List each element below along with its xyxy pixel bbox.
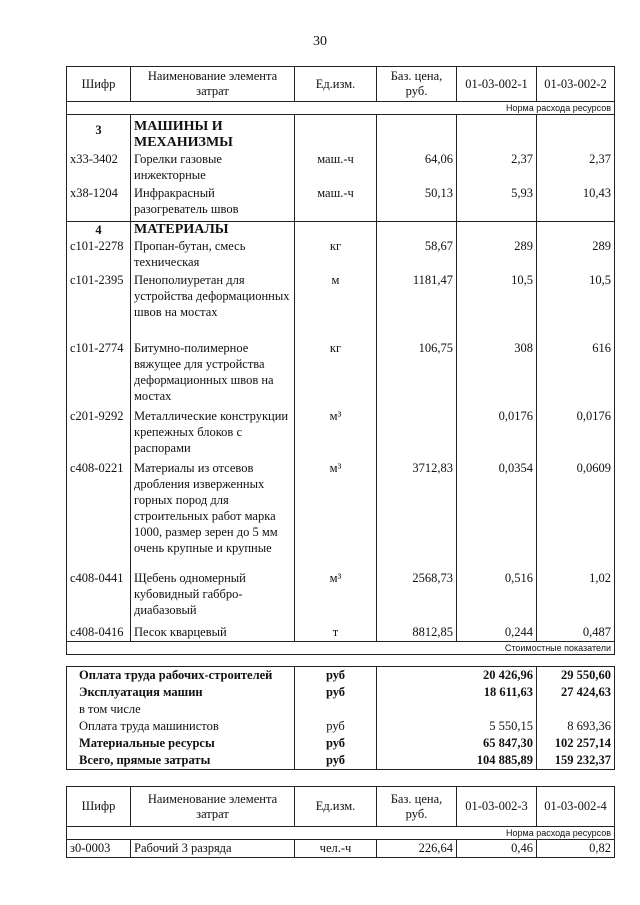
norm-row: [67, 827, 615, 840]
header-price: Баз. цена, руб.: [377, 787, 457, 827]
cost-label: Стоимостные показатели: [67, 642, 615, 655]
row-unit: т: [295, 624, 377, 642]
header-unit: Ед.изм.: [295, 67, 377, 102]
norm-label: Норма расхода ресурсов: [67, 102, 615, 115]
summary-label: Всего, прямые затраты: [67, 752, 295, 770]
row-code: с101-2278: [67, 238, 131, 272]
row-name: Рабочий 3 разряда: [131, 840, 295, 858]
table-row: [67, 151, 615, 185]
summary-label: Эксплуатация машин: [67, 684, 295, 701]
row-code: с101-2774: [67, 340, 131, 408]
row-code: с201-9292: [67, 408, 131, 460]
row-value-1: 0,516: [457, 570, 537, 624]
table-row: [67, 570, 615, 624]
row-price: 58,67: [377, 238, 457, 272]
row-code: с408-0441: [67, 570, 131, 624]
table-row: [67, 460, 615, 570]
row-value-1: 308: [457, 340, 537, 408]
row-price: 50,13: [377, 185, 457, 221]
header-code: Шифр: [67, 787, 131, 827]
summary-value-1: 104 885,89: [377, 752, 537, 770]
header-unit: Ед.изм.: [295, 787, 377, 827]
row-unit: кг: [295, 238, 377, 272]
section-row-materials: [67, 221, 615, 238]
row-name: Горелки газовые инжекторные: [131, 151, 295, 185]
row-value-2: 10,43: [537, 185, 615, 221]
summary-unit: руб: [295, 735, 377, 752]
row-code: с408-0221: [67, 460, 131, 570]
row-name: Песок кварцевый: [131, 624, 295, 642]
row-name: Пенополиуретан для устройства деформационных швов на мостах: [131, 272, 295, 340]
row-unit: м³: [295, 460, 377, 570]
row-unit: маш.-ч: [295, 151, 377, 185]
summary-unit: руб: [295, 718, 377, 735]
row-value-2: 1,02: [537, 570, 615, 624]
row-value-2: 10,5: [537, 272, 615, 340]
row-value-1: 5,93: [457, 185, 537, 221]
row-value-2: 0,0176: [537, 408, 615, 460]
summary-row: [67, 667, 615, 685]
header-col1: 01-03-002-3: [457, 787, 537, 827]
row-value-2: 289: [537, 238, 615, 272]
row-value-2: 0,0609: [537, 460, 615, 570]
table-header-row: [67, 67, 615, 102]
table-row: [67, 272, 615, 340]
section-title: МАШИНЫ И МЕХАНИЗМЫ: [131, 115, 295, 152]
summary-value-1: 18 611,63: [377, 684, 537, 701]
table-row: [67, 238, 615, 272]
row-value-2: 0,82: [537, 840, 615, 858]
header-col1: 01-03-002-1: [457, 67, 537, 102]
summary-label: Оплата труда рабочих-строителей: [67, 667, 295, 685]
summary-row: [67, 684, 615, 701]
row-price: 3712,83: [377, 460, 457, 570]
summary-unit: руб: [295, 684, 377, 701]
row-price: 8812,85: [377, 624, 457, 642]
row-price: 64,06: [377, 151, 457, 185]
summary-row: [67, 718, 615, 735]
summary-label: Материальные ресурсы: [67, 735, 295, 752]
summary-value-2: 27 424,63: [537, 684, 615, 701]
cost-summary-table: [66, 666, 615, 770]
resource-table: [66, 66, 615, 655]
row-code: з0-0003: [67, 840, 131, 858]
cost-indicators-row: [67, 642, 615, 655]
row-value-1: 0,0354: [457, 460, 537, 570]
summary-value-1: 65 847,30: [377, 735, 537, 752]
summary-value-1: [377, 701, 537, 718]
table-row: [67, 185, 615, 221]
row-unit: маш.-ч: [295, 185, 377, 221]
table-header-row: [67, 787, 615, 827]
summary-value-2: [537, 701, 615, 718]
row-unit: м³: [295, 408, 377, 460]
row-name: Битумно-полимерное вяжущее для устройства деформационных швов на мостах: [131, 340, 295, 408]
resource-table-2: [66, 786, 615, 858]
row-value-2: 2,37: [537, 151, 615, 185]
row-name: Пропан-бутан, смесь техническая: [131, 238, 295, 272]
table-row: [67, 840, 615, 858]
row-unit: м: [295, 272, 377, 340]
row-value-1: 2,37: [457, 151, 537, 185]
row-code: х33-3402: [67, 151, 131, 185]
summary-value-2: 102 257,14: [537, 735, 615, 752]
summary-value-2: 8 693,36: [537, 718, 615, 735]
summary-label: в том числе: [67, 701, 295, 718]
header-price: Баз. цена, руб.: [377, 67, 457, 102]
summary-label: Оплата труда машинистов: [67, 718, 295, 735]
row-price: [377, 408, 457, 460]
header-name: Наименование элемента затрат: [131, 67, 295, 102]
section-row-machines: [67, 115, 615, 152]
row-unit: м³: [295, 570, 377, 624]
section-number: 3: [67, 115, 131, 152]
row-unit: чел.-ч: [295, 840, 377, 858]
row-price: 1181,47: [377, 272, 457, 340]
page-number: 30: [313, 34, 327, 49]
row-value-1: 0,244: [457, 624, 537, 642]
row-name: Инфракрасный разогреватель швов: [131, 185, 295, 221]
table-row: [67, 408, 615, 460]
summary-row: [67, 752, 615, 770]
row-name: Щебень одномерный кубовидный габбро-диабазовый: [131, 570, 295, 624]
summary-row: [67, 701, 615, 718]
summary-row: [67, 735, 615, 752]
row-code: с101-2395: [67, 272, 131, 340]
row-name: Материалы из отсевов дробления изверженных горных пород для строительных работ марка 1000, размер зерен до 5 мм очень крупные и крупные: [131, 460, 295, 570]
header-code: Шифр: [67, 67, 131, 102]
row-code: х38-1204: [67, 185, 131, 221]
norm-row: [67, 102, 615, 115]
section-number: 4: [67, 221, 131, 238]
summary-value-1: 20 426,96: [377, 667, 537, 685]
table-row: [67, 340, 615, 408]
row-price: 2568,73: [377, 570, 457, 624]
summary-value-2: 159 232,37: [537, 752, 615, 770]
row-value-1: 0,46: [457, 840, 537, 858]
row-unit: кг: [295, 340, 377, 408]
row-price: 106,75: [377, 340, 457, 408]
norm-label: Норма расхода ресурсов: [67, 827, 615, 840]
row-name: Металлические конструкции крепежных блоков с распорами: [131, 408, 295, 460]
row-value-2: 0,487: [537, 624, 615, 642]
summary-value-2: 29 550,60: [537, 667, 615, 685]
header-col2: 01-03-002-2: [537, 67, 615, 102]
summary-unit: руб: [295, 752, 377, 770]
summary-unit: [295, 701, 377, 718]
section-title: МАТЕРИАЛЫ: [131, 221, 295, 238]
summary-value-1: 5 550,15: [377, 718, 537, 735]
header-name: Наименование элемента затрат: [131, 787, 295, 827]
row-value-1: 289: [457, 238, 537, 272]
row-value-2: 616: [537, 340, 615, 408]
summary-unit: руб: [295, 667, 377, 685]
row-price: 226,64: [377, 840, 457, 858]
row-value-1: 0,0176: [457, 408, 537, 460]
table-row: [67, 624, 615, 642]
row-code: с408-0416: [67, 624, 131, 642]
header-col2: 01-03-002-4: [537, 787, 615, 827]
row-value-1: 10,5: [457, 272, 537, 340]
